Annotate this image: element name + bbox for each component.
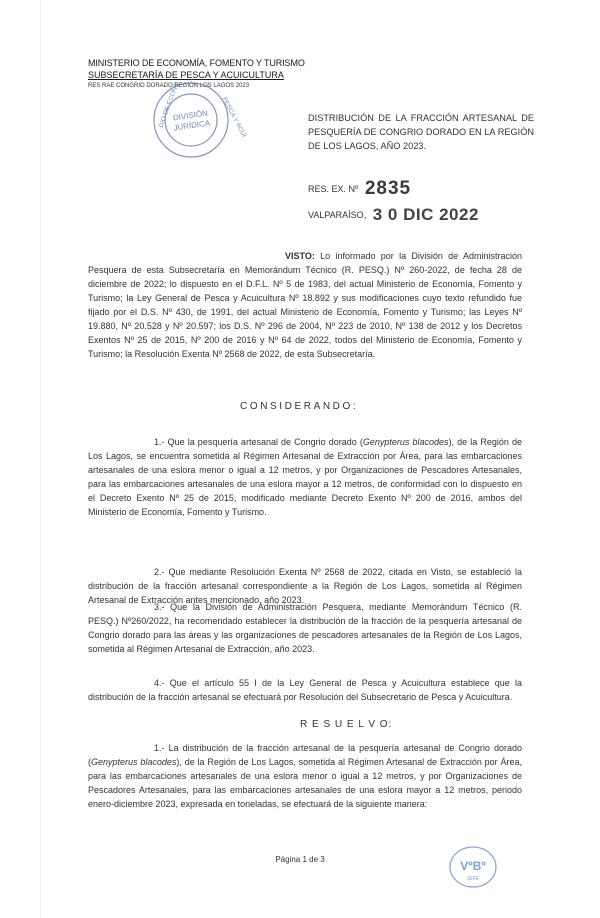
considerando-3-text: 3.- Que la División de Administración Pesquera, mediante Memorándum Técnico (R. PESQ.) Nº260/2022, ha recomendado establecer la distribución de la fracción de la pesquería artesanal de Congrio dorado para las áreas y las organizaciones de pescadores artesanales de la Región de Los Lagos, sometida al Régimen Artesanal de Extracción, año 2023. <box>88 602 522 654</box>
considerando-1-text-a: 1.- Que la pesquería artesanal de Congrio dorado ( <box>154 437 363 447</box>
considerando-3 <box>88 600 522 656</box>
resolution-number: 2835 <box>364 178 412 199</box>
resuelvo-heading: R E S U E L V O: <box>300 719 393 730</box>
visto-text: Lo informado por la División de Administración Pesquera de esta Subsecretaría en Memorándum Técnico (R. PESQ.) Nº 260-2022, de fecha 28 de diciembre de 2022; lo dispuesto en el D.F.L. Nº 5 de 1983, del actual Ministerio de Economía, Fomento y Turismo; la Ley General de Pesca y Acuicultura Nº 18.892 y sus modificaciones cuyo texto refundido fue fijado por el D.S. Nº 430, de 1991, del actual Ministerio de Economía, Fomento y Turismo; las Leyes Nº 19.880, Nº 20.528 y Nº 20.597; los D.S. Nº 296 de 2004, Nº 223 de 2010, Nº 138 de 2012 y los Decretos Exentos Nº 25 de 2015, Nº 200 de 2016 y Nº 64 de 2022, todos del Ministerio de Economía, Fomento y Turismo; la Resolución Exenta Nº 2568 de 2022, de esta Subsecretaría. <box>88 251 522 359</box>
stamp-ring-right: PESCA Y ACUI <box>220 95 248 139</box>
stamp-ring-left: DIO DE ECONO <box>157 81 181 129</box>
resolution-subject: DISTRIBUCIÓN DE LA FRACCIÓN ARTESANAL DE PESQUERÍA DE CONGRIO DORADO EN LA REGIÓN DE LOS LAGOS, AÑO 2023. <box>308 113 534 151</box>
visto-bueno-stamp <box>448 845 498 889</box>
vobo-sub: JEFE <box>466 876 480 882</box>
considerando-1-text-b: ), de la Región de Los Lagos, se encuentra sometida al Régimen Artesanal de Extracción por Área, para las embarcaciones artesanales de una eslora menor o igual a 12 metros, y por Organizaciones de Pescadores Artesanales, para las embarcaciones artesanales de una eslora mayor a 12 metros, de conformidad con lo dispuesto en el Decreto Exento Nº 25 de 2015, modificado mediante Decreto Exento Nº 200 de 2016, ambos del Ministerio de Economía, Fomento y Turismo. <box>88 437 522 517</box>
considerando-1 <box>88 435 522 519</box>
place-date-line <box>308 205 479 225</box>
vobo-text: VºBº <box>460 859 486 873</box>
place-label: VALPARAÍSO, <box>308 210 367 220</box>
species-name: Genypterus blacodes <box>91 757 177 767</box>
visto-label: VISTO: <box>285 251 315 261</box>
considerando-2-text: 2.- Que mediante Resolución Exenta Nº 2568 de 2022, citada en Visto, se estableció la distribución de la fracción artesanal correspondiente a la Región de Los Lagos, sometida al Régimen Artesanal de Extracción antes mencionado, año 2023. <box>88 567 522 605</box>
stamp-line-2: JURÍDICA <box>172 118 211 133</box>
resolution-number-label: RES. EX. Nº <box>308 184 359 194</box>
species-name: Genypterus blacodes <box>362 437 449 447</box>
resolution-number-line <box>308 178 411 200</box>
ministry-name: MINISTERIO DE ECONOMÍA, FOMENTO Y TURISMO <box>88 58 305 68</box>
stamp-line-1: DIVISIÓN <box>172 108 209 123</box>
considerando-4 <box>88 676 522 704</box>
resuelvo-1 <box>88 741 522 811</box>
resuelvo-1-text-a: 1.- La distribución de la fracción artesanal de la pesquería artesanal de Congrio dorado ( <box>88 743 522 767</box>
visto-paragraph <box>88 249 522 361</box>
resolution-date: 3 0 DIC 2022 <box>372 205 479 224</box>
considerando-4-text: 4.- Que el artículo 55 I de la Ley General de Pesca y Acuicultura establece que la distribución de la fracción artesanal se efectuará por Resolución del Subsecretario de Pesca y Acuicultura. <box>88 678 522 702</box>
page-number: Página 1 de 3 <box>275 855 325 864</box>
subsecretaria-name: SUBSECRETARÍA DE PESCA Y ACUICULTURA <box>88 70 284 80</box>
considerando-heading: CONSIDERANDO: <box>240 401 359 412</box>
document-reference: RES RAE CONGRIO DORADO REGIÓN LOS LAGOS 2023 <box>88 83 250 89</box>
resuelvo-1-text-b: ), de la Región de Los Lagos, sometida al Régimen Artesanal de Extracción por Área, para las embarcaciones artesanales de una eslora menor o igual a 12 metros, y por Organizaciones de Pescadores Artesanales, para las embarcaciones artesanales de una eslora mayor a 12 metros, periodo enero-diciembre 2023, expresada en toneladas, se efectuará de la siguiente manera: <box>88 757 522 809</box>
page-edge-line <box>40 0 41 918</box>
